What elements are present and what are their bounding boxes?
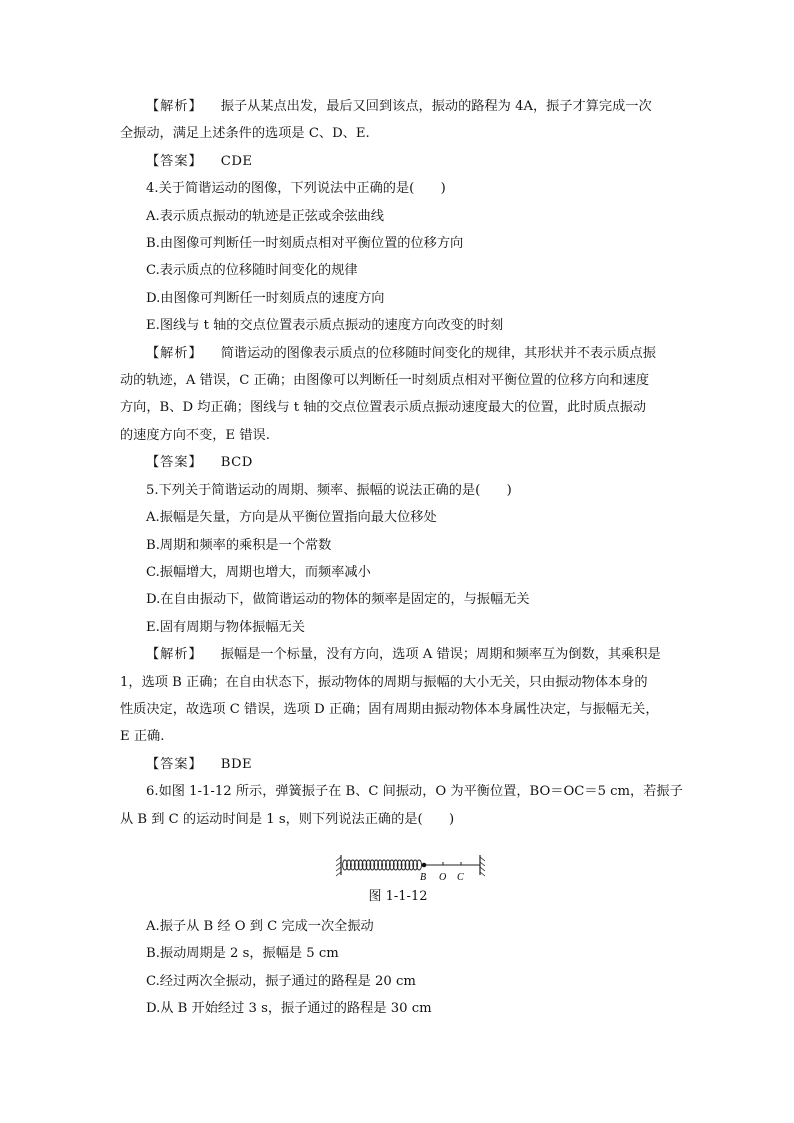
analysis-5-line-4: E 正确. — [120, 729, 165, 745]
question-5-option-b: B.周期和频率的乘积是一个常数 — [146, 537, 332, 553]
question-5-option-c: C.振幅增大，周期也增大，而频率减小 — [146, 564, 371, 580]
analysis-tag: 【解析】 — [146, 99, 203, 114]
answer-value: BDE — [220, 756, 253, 772]
question-6-option-c: C.经过两次全振动，振子通过的路程是 20 cm — [146, 973, 416, 989]
analysis-5-line-2: 1，选项 B 正确；在自由状态下，振动物体的周期与振幅的大小无关，只由振动物体本身的 — [120, 674, 648, 690]
question-4-option-c: C.表示质点的位移随时间变化的规律 — [146, 263, 358, 279]
question-6-stem-line-1: 6.如图 1-1-12 所示，弹簧振子在 B、C 间振动，O 为平衡位置，BO＝OC＝5 cm，若振子 — [146, 784, 683, 800]
analysis-4-line-4: 的速度方向不变，E 错误. — [120, 427, 270, 443]
analysis-tag: 【解析】 — [146, 345, 203, 361]
analysis-tag: 【解析】 — [146, 647, 203, 663]
question-5-option-a: A.振幅是矢量，方向是从平衡位置指向最大位移处 — [146, 510, 437, 526]
analysis-3-line-1 — [120, 93, 676, 120]
answer-value: BCD — [220, 455, 253, 471]
figure-caption: 图 1-1-12 — [368, 888, 428, 904]
analysis-4-line-2: 动的轨迹，A 错误，C 正确；由图像可以判断任一时刻质点相对平衡位置的位移方向和速度 — [120, 373, 650, 389]
question-6-option-b: B.振动周期是 2 s，振幅是 5 cm — [146, 946, 339, 962]
label-c: C — [457, 871, 464, 883]
analysis-5-line-3: 性质决定，故选项 C 错误，选项 D 正确；固有周期由振动物体本身属性决定，与振幅无关， — [120, 701, 659, 717]
analysis-text: 振幅是一个标量，没有方向，选项 A 错误；周期和频率互为倒数，其乘积是 — [220, 647, 661, 663]
answer-tag: 【答案】 — [146, 153, 203, 169]
analysis-3-line-2: 全振动，满足上述条件的选项是 C、D、E. — [120, 126, 370, 142]
answer-value: CDE — [220, 153, 253, 169]
answer-tag: 【答案】 — [146, 455, 203, 471]
question-6-option-d: D.从 B 开始经过 3 s，振子通过的路程是 30 cm — [146, 1001, 432, 1017]
oscillator-ball — [422, 863, 427, 868]
analysis-4-line-3: 方向，B、D 均正确；图线与 t 轴的交点位置表示质点振动速度最大的位置，此时质点振动 — [120, 400, 647, 416]
question-4-option-e: E.图线与 t 轴的交点位置表示质点振动的速度方向改变的时刻 — [146, 318, 504, 334]
spring-diagram — [335, 853, 485, 883]
right-wall-hatch — [480, 857, 485, 876]
spring-oscillator-figure — [120, 843, 676, 913]
analysis-5-line-1 — [120, 641, 676, 668]
question-5-stem: 5.下列关于简谐运动的周期、频率、振幅的说法正确的是( ) — [146, 482, 512, 498]
question-5-option-e: E.固有周期与物体振幅无关 — [146, 619, 305, 635]
spring-coil — [343, 860, 422, 870]
question-6-stem-line-2: 从 B 到 C 的运动时间是 1 s，则下列说法正确的是( ) — [120, 811, 455, 827]
label-b: B — [420, 871, 427, 883]
question-4-option-a: A.表示质点振动的轨迹是正弦或余弦曲线 — [146, 208, 384, 224]
question-4-stem: 4.关于简谐运动的图像，下列说法中正确的是( ) — [146, 181, 446, 197]
left-wall-hatch — [336, 857, 341, 876]
question-4-option-d: D.由图像可判断任一时刻质点的速度方向 — [146, 290, 385, 306]
analysis-text: 简谐运动的图像表示质点的位移随时间变化的规律，其形状并不表示质点振 — [220, 345, 656, 361]
answer-tag: 【答案】 — [146, 756, 203, 772]
answer-4 — [120, 449, 676, 476]
analysis-text: 振子从某点出发，最后又回到该点，振动的路程为 4A，振子才算完成一次 — [220, 99, 652, 114]
analysis-4-line-1 — [120, 340, 676, 367]
question-6-option-a: A.振子从 B 经 O 到 C 完成一次全振动 — [146, 918, 374, 934]
label-o: O — [439, 871, 447, 883]
question-4-option-b: B.由图像可判断任一时刻质点相对平衡位置的位移方向 — [146, 236, 464, 252]
document-page — [120, 93, 683, 1023]
answer-3 — [120, 148, 676, 175]
answer-5 — [120, 751, 676, 778]
question-5-option-d: D.在自由振动下，做简谐运动的物体的频率是固定的，与振幅无关 — [146, 592, 530, 608]
